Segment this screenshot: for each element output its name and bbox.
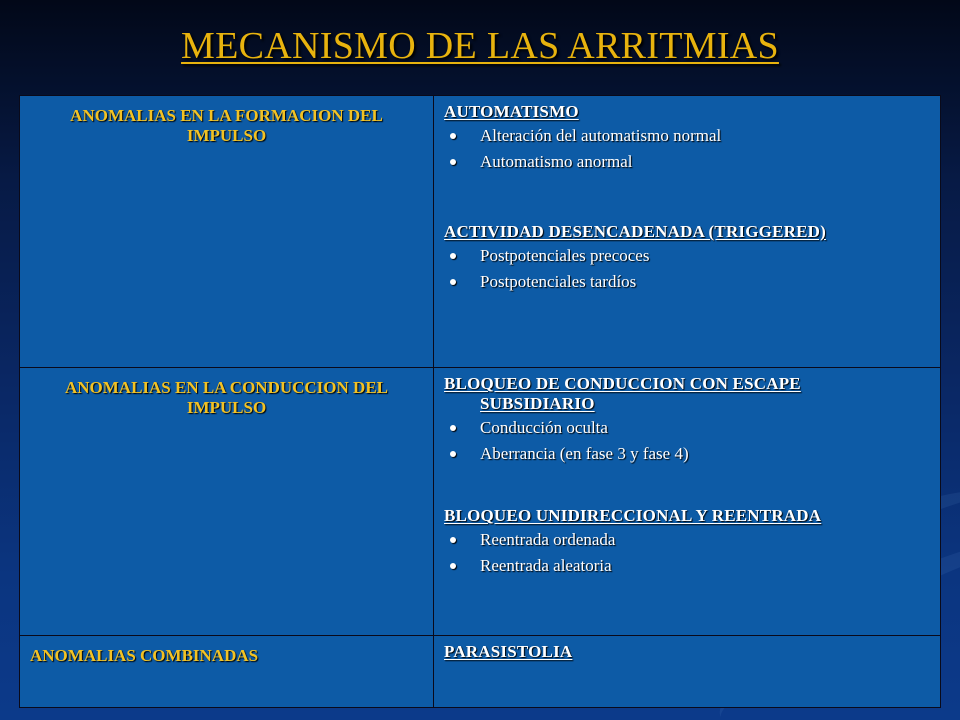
bullet-icon xyxy=(450,159,456,165)
table-row xyxy=(20,636,941,708)
bullet-icon xyxy=(450,425,456,431)
bullet-icon xyxy=(450,563,456,569)
mechanism-cell xyxy=(434,368,941,636)
category-cell xyxy=(20,368,434,636)
mechanism-cell xyxy=(434,96,941,368)
list-item: Automatismo anormal xyxy=(444,152,930,172)
mechanism-heading: AUTOMATISMO xyxy=(444,102,579,121)
category-label: ANOMALIAS EN LA FORMACION DEL IMPULSO xyxy=(70,106,383,145)
category-label: ANOMALIAS EN LA CONDUCCION DEL IMPULSO xyxy=(64,378,389,417)
mechanism-list xyxy=(444,246,930,292)
mechanism-heading: ACTIVIDAD DESENCADENADA (TRIGGERED) xyxy=(444,222,826,241)
list-item: Alteración del automatismo normal xyxy=(444,126,930,146)
mechanism-heading: BLOQUEO UNIDIRECCIONAL Y REENTRADA xyxy=(444,506,822,525)
list-item: Postpotenciales precoces xyxy=(444,246,930,266)
bullet-icon xyxy=(450,451,456,457)
bullet-icon xyxy=(450,133,456,139)
list-item: Postpotenciales tardíos xyxy=(444,272,930,292)
bullet-icon xyxy=(450,279,456,285)
list-item: Aberrancia (en fase 3 y fase 4) xyxy=(444,444,930,464)
list-item: Reentrada ordenada xyxy=(444,530,930,550)
arrhythmia-mechanisms-table xyxy=(19,95,941,708)
table-row xyxy=(20,368,941,636)
bullet-icon xyxy=(450,537,456,543)
category-cell xyxy=(20,96,434,368)
list-item: Conducción oculta xyxy=(444,418,930,438)
mechanism-list xyxy=(444,418,930,464)
mechanism-list xyxy=(444,126,930,172)
table-row xyxy=(20,96,941,368)
mechanism-cell xyxy=(434,636,941,708)
mechanism-heading: PARASISTOLIA xyxy=(444,642,573,661)
slide-title: MECANISMO DE LAS ARRITMIAS xyxy=(181,25,779,67)
mechanism-list xyxy=(444,530,930,576)
list-item: Reentrada aleatoria xyxy=(444,556,930,576)
category-label: ANOMALIAS COMBINADAS xyxy=(30,646,259,665)
mechanism-heading: BLOQUEO DE CONDUCCION CON ESCAPE SUBSIDIARIO xyxy=(444,374,801,413)
bullet-icon xyxy=(450,253,456,259)
category-cell xyxy=(20,636,434,708)
